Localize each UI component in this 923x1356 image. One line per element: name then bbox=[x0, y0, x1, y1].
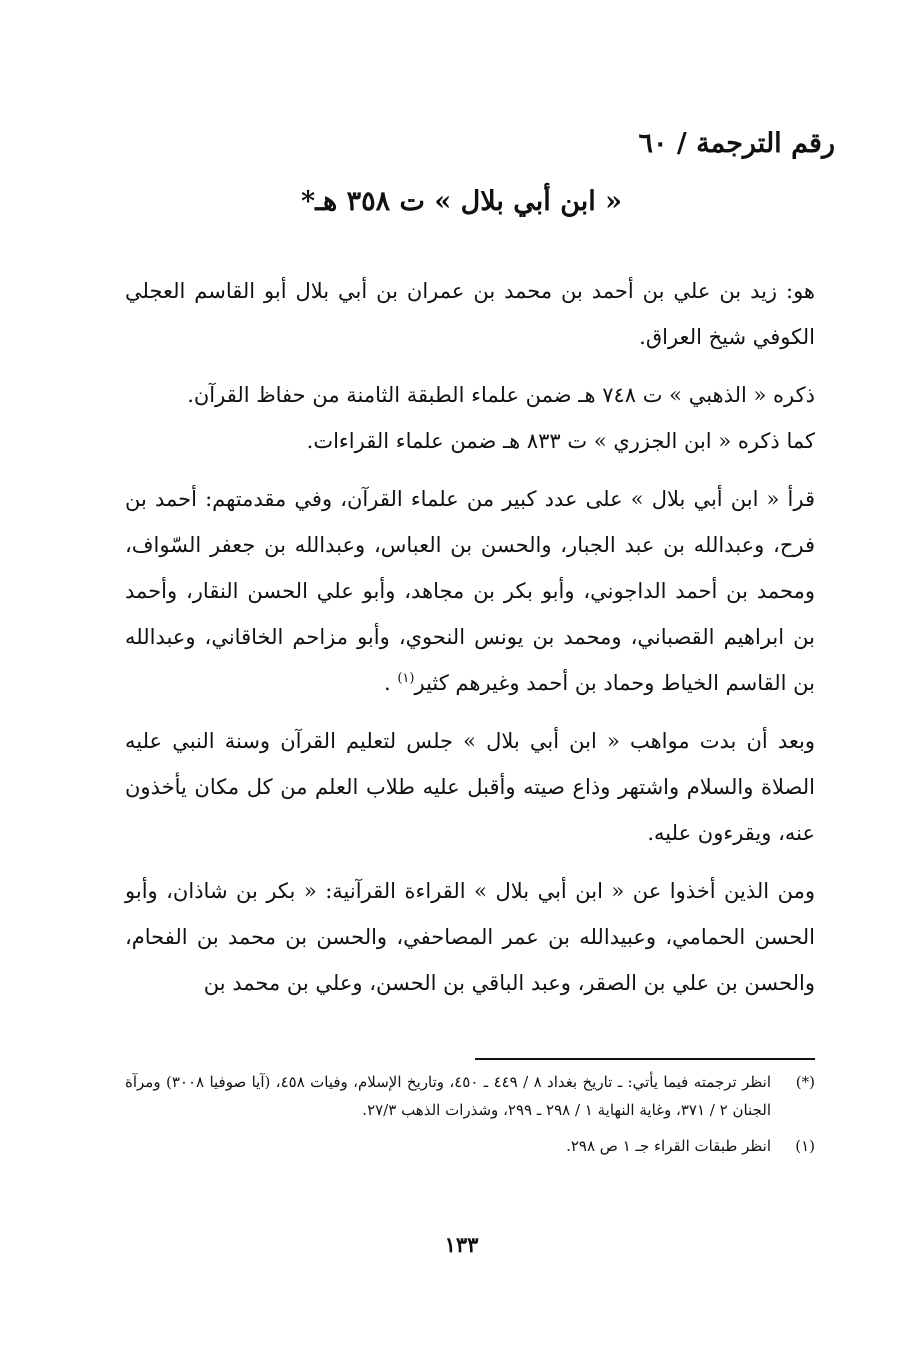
mention-dhahabi: ذكره « الذهبي » ت ٧٤٨ هـ ضمن علماء الطبقة الثامنة من حفاظ القرآن. bbox=[187, 383, 815, 407]
teachers-end: . bbox=[383, 671, 391, 695]
footnote-mark: (١) bbox=[795, 1137, 815, 1155]
paragraph-identity: هو: زيد بن علي بن أحمد بن محمد بن عمران بن أبي بلال أبو القاسم العجلي الكوفي شيخ العراق. bbox=[125, 279, 815, 349]
page-title: « ابن أبي بلال » ت ٣٥٨ هـ* bbox=[300, 186, 623, 217]
paragraph-students: ومن الذين أخذوا عن « ابن أبي بلال » القراءة القرآنية: « بكر بن شاذان، وأبو الحسن الحمامي، وعبيدالله بن عمر المصاحفي، والحسن بن محمد بن الفحام، والحسن بن علي بن الصقر، وعبد الباقي بن الحسن، وعلي بن محمد بن bbox=[125, 879, 815, 995]
paragraph-mentions bbox=[125, 372, 815, 464]
footnote-text: انظر ترجمته فيما يأتي: ـ تاريخ بغداد ٨ / ٤٤٩ ـ ٤٥٠، وتاريخ الإسلام، وفيات ٤٥٨، (آيا صوفيا ٣٠٠٨) ومرآة الجنان ٢ / ٣٧١، وغاية النهاية ١ / ٢٩٨ ـ ٢٩٩، وشذرات الذهب ٢٧/٣. bbox=[125, 1073, 771, 1119]
footnote-reference: (١) bbox=[397, 671, 415, 686]
biography-number-label: رقم الترجمة / ٦٠ bbox=[638, 128, 835, 159]
footnote-item bbox=[125, 1132, 815, 1160]
paragraph-teaching: وبعد أن بدت مواهب « ابن أبي بلال » جلس لتعليم القرآن وسنة النبي عليه الصلاة والسلام واشتهر وذاع صيته وأقبل عليه طلاب العلم من كل مكان يأخذون عنه، ويقرءون عليه. bbox=[125, 729, 815, 845]
paragraph-teachers bbox=[125, 476, 815, 706]
footnote-text: انظر طبقات القراء جـ ١ ص ٢٩٨. bbox=[566, 1137, 771, 1155]
footnote-divider bbox=[475, 1058, 815, 1060]
teachers-text: قرأ « ابن أبي بلال » على عدد كبير من علماء القرآن، وفي مقدمتهم: أحمد بن فرح، وعبدالله بن عبد الجبار، والحسن بن العباس، وعبدالله بن جعفر السّواف، ومحمد بن أحمد الداجوني، وأبو بكر بن مجاهد، وأبو علي الحسن النقار، وأحمد بن ابراهيم القصباني، ومحمد بن يونس النحوي، وأبو مزاحم الخاقاني، وعبدالله بن القاسم الخياط وحماد بن أحمد وغيرهم كثير bbox=[125, 487, 815, 695]
footnote-mark: (*) bbox=[795, 1073, 815, 1091]
mention-jazari: كما ذكره « ابن الجزري » ت ٨٣٣ هـ ضمن علماء القراءات. bbox=[306, 429, 815, 453]
body-text bbox=[125, 268, 815, 1018]
footnote-item bbox=[125, 1068, 815, 1124]
footnotes bbox=[125, 1068, 815, 1168]
page-number: ١٣٣ bbox=[444, 1232, 479, 1257]
